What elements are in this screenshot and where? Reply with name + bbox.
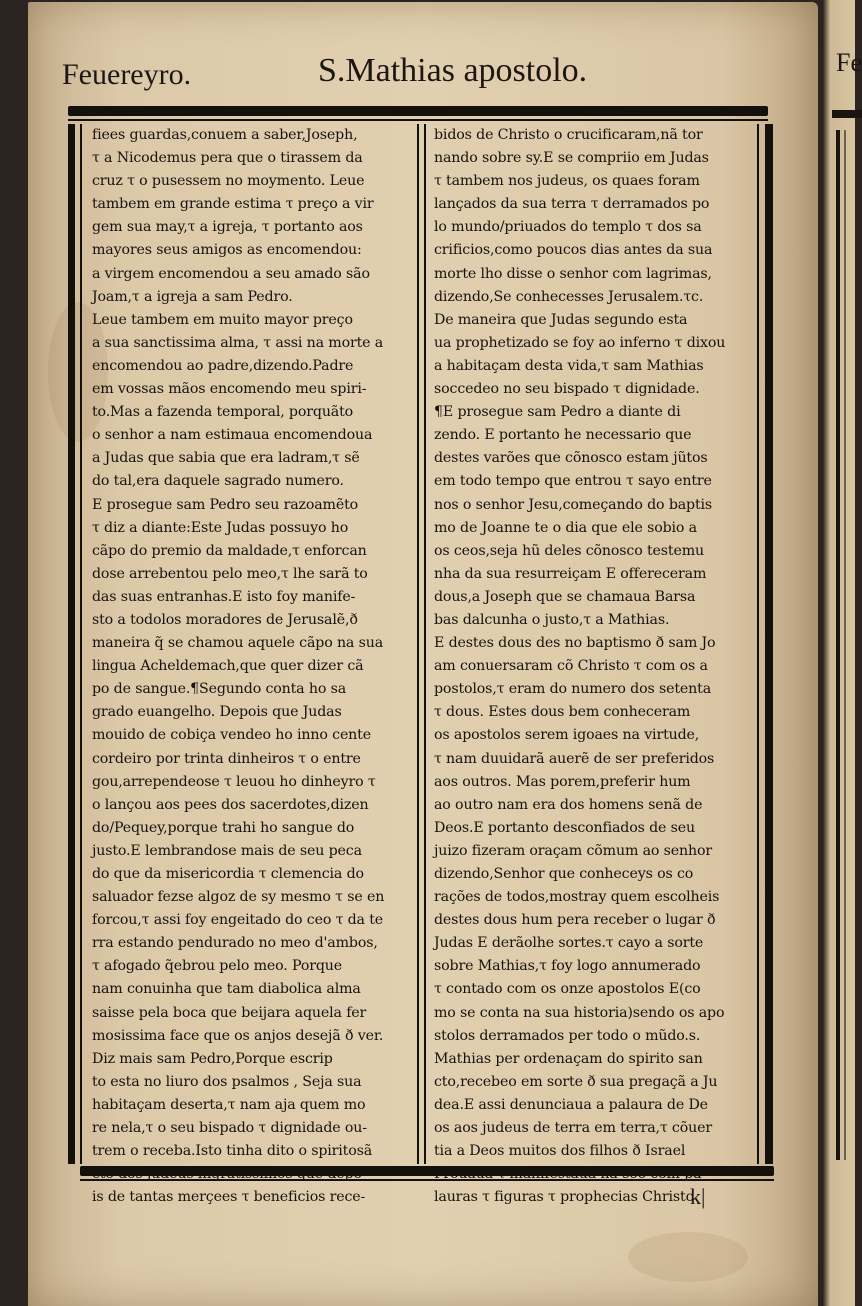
text-line: po de sangue.¶Segundo conta ho sa <box>92 681 347 698</box>
text-line: fiees guardas,conuem a saber,Joseph, <box>92 127 358 143</box>
text-line: mayores seus amigos as encomendou: <box>92 242 362 259</box>
text-line: cto,recebeo em sorte ð sua pregaçã a Ju <box>434 1073 718 1090</box>
text-line: maneira q̃ se chamou aquele cãpo na sua <box>92 635 384 652</box>
text-line: sobre Mathias,τ foy logo annumerado <box>434 958 701 975</box>
text-line: zendo. E portanto he necessario que <box>434 427 692 444</box>
text-line: ao outro nam era dos homens senã de <box>434 796 703 813</box>
adjacent-page-edge <box>822 0 862 1306</box>
text-line: Leue tambem em muito mayor preço <box>92 311 353 328</box>
text-column-left <box>92 124 410 1206</box>
text-line: gem sua may,τ a igreja, τ portanto aos <box>92 219 363 236</box>
text-line: stolos derramados per todo o mũdo.s. <box>434 1027 701 1044</box>
text-line: do/Pequey,porque trahi ho sangue do <box>92 819 355 836</box>
text-line: saluador fezse algoz de sy mesmo τ se en <box>92 889 385 906</box>
text-line: os apostolos serem igoaes na virtude, <box>434 727 700 744</box>
text-line: mouido de cobiça vendeo ho inno cente <box>92 727 371 744</box>
text-line: saisse pela boca que beijara aquela fer <box>92 1004 367 1021</box>
bottom-border-rule-thin <box>80 1179 774 1181</box>
text-line: sto a todolos moradores de Jerusalẽ,ð <box>92 611 358 628</box>
text-line: mo se conta na sua historia)sendo os apo <box>434 1004 725 1021</box>
column-divider <box>424 124 426 1164</box>
text-line: τ a Nicodemus pera que o tirassem da <box>92 150 363 167</box>
text-line: re nela,τ o seu bispado τ dignidade ou- <box>92 1120 367 1137</box>
text-line: dous,a Joseph que se chamaua Barsa <box>434 588 696 605</box>
text-column-right <box>434 124 752 1206</box>
text-line: lançados da sua terra τ derramados po <box>434 196 710 213</box>
text-line: dizendo,Senhor que conheceys os co <box>434 866 694 882</box>
adjacent-page-column-rule <box>844 130 846 1160</box>
text-line: mo de Joanne te o dia que ele sobio a <box>434 519 697 536</box>
text-line: tambem em grande estima τ preço a vir <box>92 196 374 213</box>
text-line: τ dous. Estes dous bem conheceram <box>434 704 691 721</box>
paper-stain <box>628 1232 748 1282</box>
text-line: gou,arrependeose τ leuou ho dinheyro τ <box>92 773 376 790</box>
text-line: rra estando pendurado no meo d'ambos, <box>92 935 378 952</box>
text-line: nha da sua resurreiçam E offereceram <box>434 565 707 582</box>
text-line: os aos judeus de terra em terra,τ cõuer <box>434 1120 712 1137</box>
text-line: nando sobre sy.E se compriio em Judas <box>434 150 709 167</box>
text-line: dea.E assi denunciaua a palaura de De <box>434 1096 708 1113</box>
text-line: das suas entranhas.E isto foy manife- <box>92 588 356 605</box>
bottom-border-rule <box>80 1166 774 1176</box>
text-line: os ceos,seja hũ deles cõnosco testemu <box>434 542 704 559</box>
adjacent-page-column-rule <box>836 130 840 1160</box>
text-line: a sua sanctissima alma, τ assi na morte a <box>92 334 384 351</box>
signature-mark: k| <box>690 1184 706 1209</box>
text-line: destes dous hum pera receber o lugar ð <box>434 912 716 929</box>
text-line: morte lho disse o senhor com lagrimas, <box>434 265 712 282</box>
text-line: crificios,como poucos dias antes da sua <box>434 242 713 259</box>
adjacent-page-header: Fe <box>836 48 862 77</box>
text-line: aos outros. Mas porem,preferir hum <box>434 773 691 790</box>
text-line: E prosegue sam Pedro seu razoamẽto <box>92 496 359 513</box>
text-line: τ nam duuidarã auerẽ de ser preferidos <box>434 750 715 767</box>
text-line: De maneira que Judas segundo esta <box>434 311 688 328</box>
text-line: rações de todos,mostray quem escolheis <box>434 889 720 906</box>
text-line: τ contado com os onze apostolos E(co <box>434 981 701 998</box>
text-line: dose arrebentou pelo meo,τ lhe sarã to <box>92 565 368 582</box>
text-line: nos o senhor Jesu,começando do baptis <box>434 496 713 513</box>
text-line: Joam,τ a igreja a sam Pedro. <box>92 288 293 305</box>
text-line: em vossas mãos encomendo meu spiri- <box>92 381 367 398</box>
adjacent-page-rule <box>832 110 862 118</box>
top-border-rule-thin <box>68 119 768 121</box>
text-line: do que da misericordia τ clemencia do <box>92 866 364 882</box>
text-line: habitaçam deserta,τ nam aja quem mo <box>92 1096 366 1113</box>
text-line: forcou,τ assi foy engeitado do ceo τ da te <box>92 912 384 929</box>
text-line: dizendo,Se conhecesses Jerusalem.τc. <box>434 288 704 305</box>
text-line: em todo tempo que entrou τ sayo entre <box>434 473 712 490</box>
text-line: o lançou aos pees dos sacerdotes,dizen <box>92 796 369 813</box>
running-head-month: Feuereyro. <box>62 58 192 91</box>
text-line: Diz mais sam Pedro,Porque escrip <box>92 1050 333 1067</box>
text-line: Judas E derãolhe sortes.τ cayo a sorte <box>434 935 704 952</box>
text-line: destes varões que cõnosco estam jũtos <box>434 450 708 467</box>
text-line: Mathias per ordenaçam do spirito san <box>434 1050 703 1067</box>
column-divider <box>417 124 419 1164</box>
text-line: justo.E lembrandose mais de seu peca <box>92 842 362 859</box>
text-line: bas dalcunha o justo,τ a Mathias. <box>434 611 670 628</box>
text-line: lo mundo/priuados do templo τ dos sa <box>434 219 702 236</box>
left-border-rule <box>68 124 75 1164</box>
text-line: τ tambem nos judeus, os quaes foram <box>434 173 700 190</box>
text-line: bidos de Christo o crucificaram,nã tor <box>434 127 703 143</box>
text-line: nam conuinha que tam diabolica alma <box>92 981 361 998</box>
running-head-title: S.Mathias apostolo. <box>318 52 588 89</box>
right-border-rule <box>765 124 773 1164</box>
text-line: mosissima face que os anjos desejã ð ver. <box>92 1027 384 1044</box>
text-line: tia a Deos muitos dos filhos ð Israel <box>434 1143 686 1160</box>
text-line: encomendou ao padre,dizendo.Padre <box>92 357 354 374</box>
text-line: E destes dous des no baptismo ð sam Jo <box>434 635 716 652</box>
text-line: Deos.E portanto desconfiados de seu <box>434 819 696 836</box>
left-border-rule-thin <box>80 124 82 1164</box>
text-line: soccedeo no seu bispado τ dignidade. <box>434 381 700 398</box>
text-line: τ diz a diante:Este Judas possuyo ho <box>92 519 349 536</box>
text-line: juizo fizeram oraçam cõmum ao senhor <box>434 842 713 859</box>
text-line: to esta no liuro dos psalmos , Seja sua <box>92 1073 362 1090</box>
top-border-rule <box>68 106 768 116</box>
text-line: a Judas que sabia que era ladram,τ sẽ <box>92 450 360 467</box>
text-line: cordeiro por trinta dinheiros τ o entre <box>92 750 361 767</box>
text-line: cruz τ o pusessem no moymento. Leue <box>92 173 365 190</box>
text-line: do tal,era daquele sagrado numero. <box>92 473 344 490</box>
text-line: cãpo do premio da maldade,τ enforcan <box>92 542 367 559</box>
text-line: postolos,τ eram do numero dos setenta <box>434 681 712 698</box>
text-line: am conuersaram cõ Christo τ com os a <box>434 658 708 675</box>
text-line: to.Mas a fazenda temporal, porquãto <box>92 404 354 421</box>
text-line: o senhor a nam estimaua encomendoua <box>92 427 373 444</box>
text-line: trem o receba.Isto tinha dito o spiritosã <box>92 1143 373 1160</box>
text-line: lauras τ figuras τ prophecias Christo <box>434 1189 694 1206</box>
text-line: is de tantas merçees τ beneficios rece- <box>92 1189 366 1206</box>
right-border-rule-thin <box>757 124 759 1164</box>
text-line: grado euangelho. Depois que Judas <box>92 704 342 721</box>
text-line: τ afogado q̃ebrou pelo meo. Porque <box>92 958 343 975</box>
text-line: a virgem encomendou a seu amado são <box>92 265 370 282</box>
text-line: a habitaçam desta vida,τ sam Mathias <box>434 357 704 374</box>
text-line: ¶E prosegue sam Pedro a diante di <box>434 404 681 421</box>
text-line: ua prophetizado se foy ao inferno τ dixou <box>434 334 726 351</box>
text-line: lingua Acheldemach,que quer dizer cã <box>92 658 364 675</box>
